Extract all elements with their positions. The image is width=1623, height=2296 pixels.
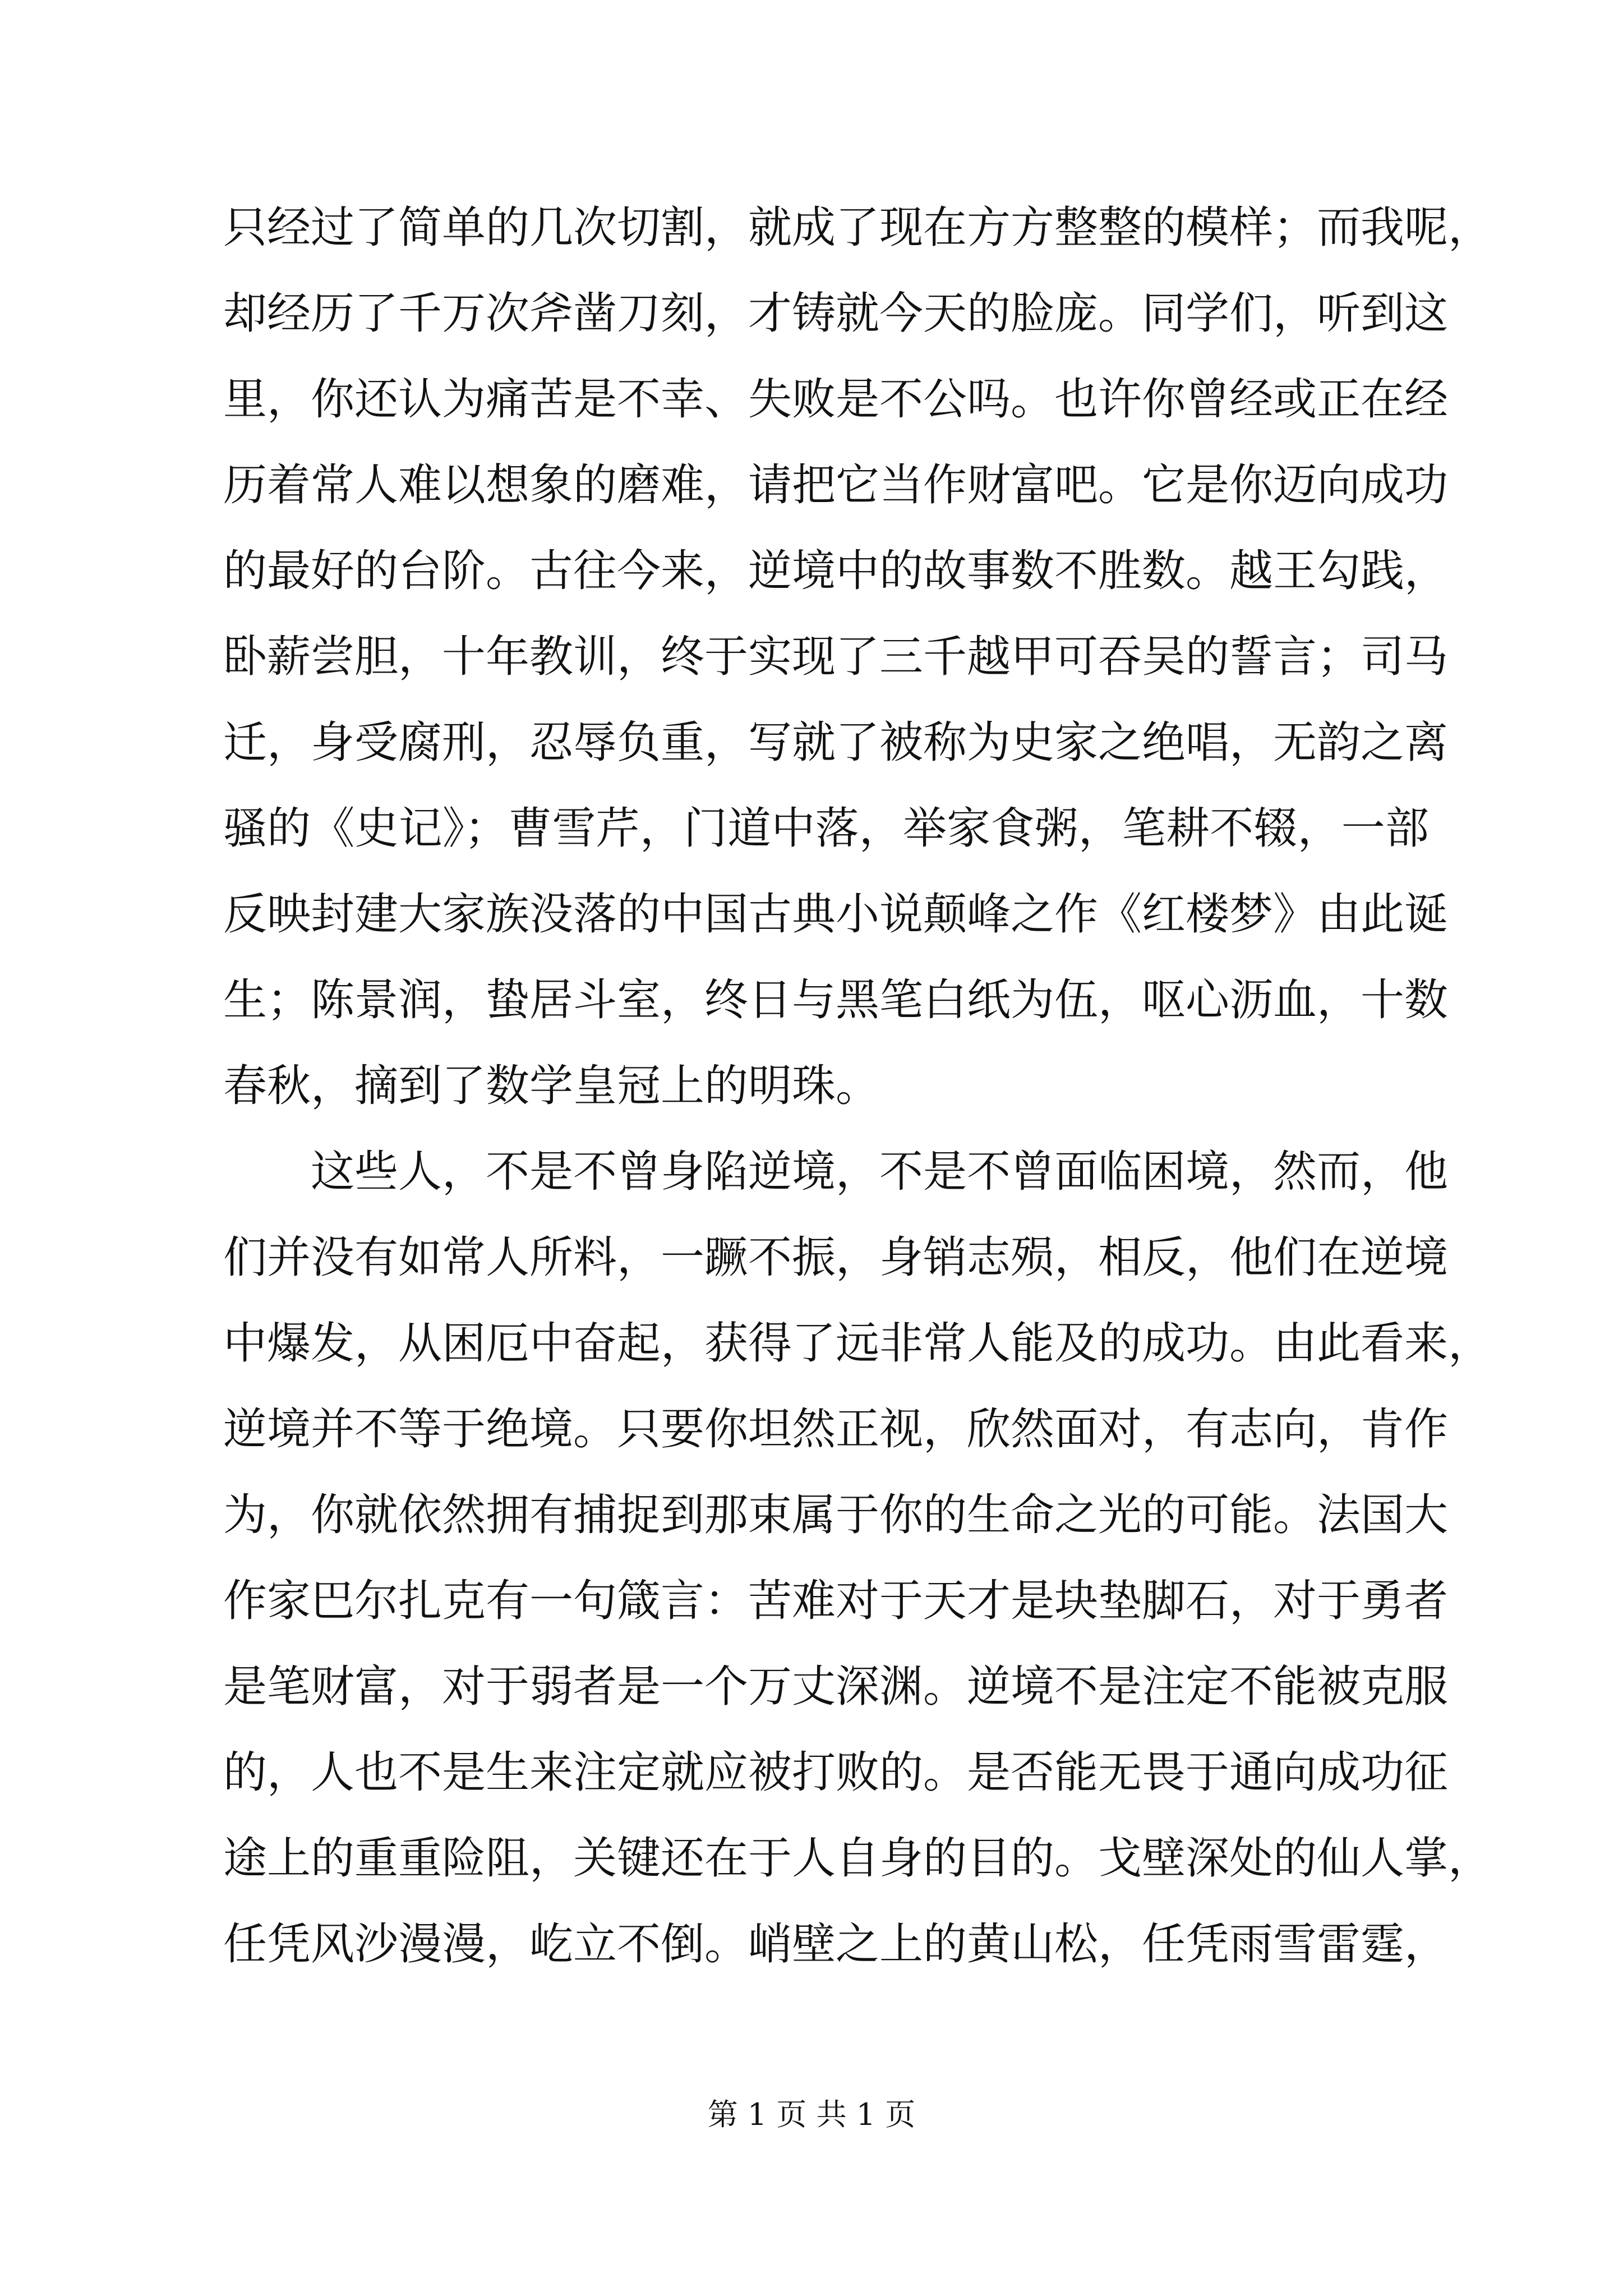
text-line: 逆境并不等于绝境。只要你坦然正视，欣然面对，有志向，肯作 <box>223 1404 1449 1455</box>
text-line: 途上的重重险阻，关键还在于人自身的目的。戈壁深处的仙人掌， <box>223 1833 1492 1884</box>
text-line: 任凭风沙漫漫，屹立不倒。峭壁之上的黄山松，任凭雨雪雷霆， <box>223 1919 1449 1970</box>
text-line: 只经过了简单的几次切割，就成了现在方方整整的模样；而我呢， <box>223 203 1492 253</box>
text-line: 反映封建大家族没落的中国古典小说颠峰之作《红楼梦》由此诞 <box>223 889 1449 940</box>
body-text <box>223 185 1492 1987</box>
text-line: 中爆发，从困厄中奋起，获得了远非常人能及的成功。由此看来， <box>223 1318 1492 1369</box>
text-line: 这些人，不是不曾身陷逆境，不是不曾面临困境，然而，他 <box>311 1147 1449 1197</box>
text-line: 骚的《史记》；曹雪芹，门道中落，举家食粥，笔耕不辍，一部 <box>223 803 1429 854</box>
page-footer <box>0 2092 1623 2137</box>
text-line: 春秋，摘到了数学皇冠上的明珠。 <box>223 1061 880 1111</box>
text-line: 生；陈景润，蛰居斗室，终日与黑笔白纸为伍，呕心沥血，十数 <box>223 975 1449 1025</box>
text-line: 却经历了千万次斧凿刀刻，才铸就今天的脸庞。同学们，听到这 <box>223 288 1449 339</box>
text-line: 为，你就依然拥有捕捉到那束属于你的生命之光的可能。法国大 <box>223 1490 1449 1540</box>
text-line: 作家巴尔扎克有一句箴言：苦难对于天才是块垫脚石，对于勇者 <box>223 1576 1449 1626</box>
text-line: 的，人也不是生来注定就应被打败的。是否能无畏于通向成功征 <box>223 1747 1449 1798</box>
text-line: 是笔财富，对于弱者是一个万丈深渊。逆境不是注定不能被克服 <box>223 1662 1449 1712</box>
page-number-label: 第 1 页 共 1 页 <box>707 2097 916 2132</box>
text-line: 们并没有如常人所料，一蹶不振，身销志殒，相反，他们在逆境 <box>223 1232 1449 1283</box>
text-line: 卧薪尝胆，十年教训，终于实现了三千越甲可吞吴的誓言；司马 <box>223 632 1449 682</box>
text-line: 的最好的台阶。古往今来，逆境中的故事数不胜数。越王勾践， <box>223 546 1449 596</box>
text-line: 里，你还认为痛苦是不幸、失败是不公吗。也许你曾经或正在经 <box>223 374 1449 425</box>
text-line: 历着常人难以想象的磨难，请把它当作财富吧。它是你迈向成功 <box>223 460 1449 510</box>
text-line: 迁，身受腐刑，忍辱负重，写就了被称为史家之绝唱，无韵之离 <box>223 717 1449 768</box>
